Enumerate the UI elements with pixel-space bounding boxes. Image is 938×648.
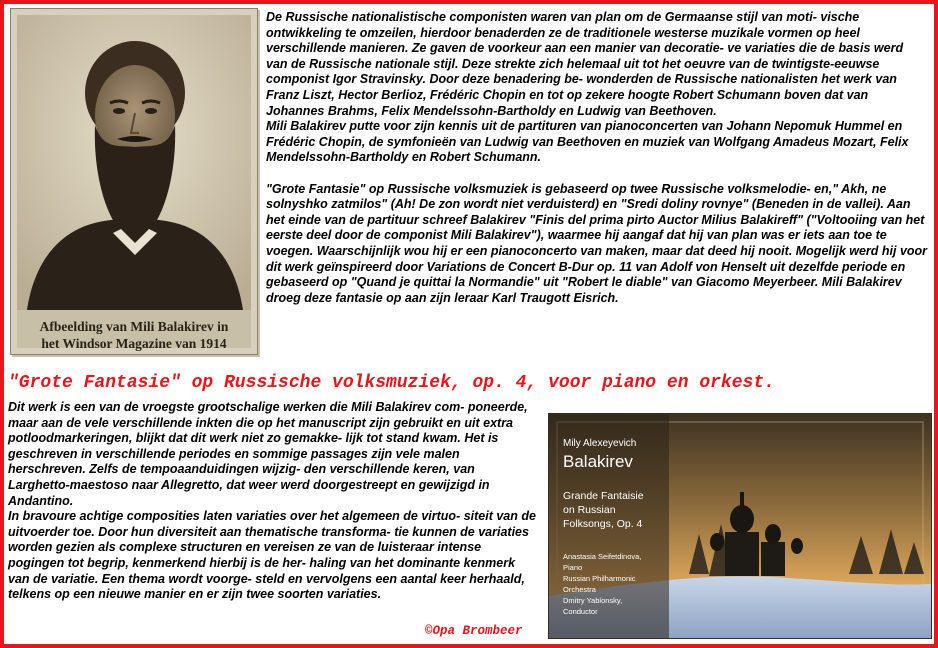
portrait-image bbox=[17, 15, 251, 348]
portrait-caption bbox=[11, 318, 257, 352]
portrait-photo bbox=[10, 8, 258, 355]
portrait-illustration bbox=[17, 15, 251, 310]
portrait-caption-line2: het Windsor Magazine van 1914 bbox=[41, 336, 227, 351]
album-credit-6: Conductor bbox=[563, 607, 598, 616]
album-cover bbox=[548, 413, 932, 639]
album-composer-first: Mily Alexeyevich bbox=[563, 438, 637, 449]
section-heading: "Grote Fantasie" op Russische volksmuziek, op. 4, voor piano en orkest. bbox=[8, 373, 775, 393]
top-paragraph-2: Mili Balakirev putte voor zijn kennis uit de partituren van pianoconcerten van Johann Nepomuk Hummel en Frédéric Chopin, de symfonieën van Ludwig van Beethoven en muziek van Wolfgang Amadeus Mozart, Felix Mendelssohn-Bartholdy en Robert Schumann. bbox=[266, 119, 909, 165]
copyright-signature: ©Opa Brombeer bbox=[425, 624, 523, 638]
album-credit-4: Orchestra bbox=[563, 585, 596, 594]
album-title-line3: Folksongs, Op. 4 bbox=[563, 518, 643, 530]
album-credit-5: Dmitry Yablonsky, bbox=[563, 596, 623, 605]
album-credit-1: Anastasia Seifetdinova, bbox=[563, 552, 642, 561]
album-credit-2: Piano bbox=[563, 563, 583, 572]
top-paragraph-3: "Grote Fantasie" op Russische volksmuziek is gebaseerd op twee Russische volksmelodie- en," Akh, ne solnyshko zatmilos" (Ah! De zon wordt niet verduisterd) en "Sredi doliny rovnye" (Beneden in de vallei). Aan het einde van de partituur schreef Balakirev "Finis del prima pirto Auctor Milius Balakireff" ("Voltooiing van het eerste deel door de componist Mili Balakirev"), waarmee hij aangaf dat hij van plan was er iets aan toe te voegen. Waarschijnlijk wou hij er een pianoconcerto van maken, maar dat deed hij nooit. Mogelijk werd hij voor dit werk geïnspireerd door Variations de Concert B-Dur op. 11 van Adolf von Henselt uit dezelfde periode en gebaseerd op "Quand je quittai la Normandie" uit "Robert le diable" van Giacomo Meyerbeer. Mili Balakirev droeg deze fantasie op aan zijn leraar Karl Traugott Eisrich. bbox=[266, 181, 928, 305]
bottom-text-block bbox=[8, 400, 538, 603]
album-title-line1: Grande Fantaisie bbox=[563, 490, 644, 502]
album-composer-last: Balakirev bbox=[563, 452, 633, 471]
bottom-paragraph-2: In bravoure achtige composities laten variaties over het algemeen de virtuo- siteit van de uitvoerder toe. Door hun diversiteit aan thematische transforma- tie kunnen de variaties worden gezien als complexe structuren en vereisen ze van de luisteraar intense pogingen tot begrip, kenmerkend hierbij is de her- haling van het dominante kenmerk van de variatie. Een thema wordt voorge- steld en vervolgens een aantal keer herhaald, telkens op een nieuwe manier en er zijn twee soorten variaties. bbox=[8, 509, 536, 602]
top-paragraph-1: De Russische nationalistische componisten waren van plan om de Germaanse stijl van moti- vische ontwikkeling te omzeilen, hierdoor benaderden ze de traditionele westerse muzikale vormen op heel verschillende manieren. Ze gaven de voorkeur aan een manier van decoratie- ve variaties die de basis werd van de Russische nationale stijl. Deze strekte zich helemaal uit tot het oeuvre van de twintigste-eeuwse componist Igor Stravinsky. Door deze benadering be- wonderden de Russische nationalisten het werk van Franz Liszt, Hector Berlioz, Frédéric Chopin en tot op zekere hoogte Robert Schumann boven dat van Johannes Brahms, Felix Mendelssohn-Bartholdy en Ludwig van Beethoven. bbox=[266, 10, 904, 118]
album-title-line2: on Russian bbox=[563, 504, 616, 516]
bottom-paragraph-1: Dit werk is een van de vroegste grootschalige werken die Mili Balakirev com- poneerde, maar aan de vele verschillende inkten die op het manuscript zijn gebruikt en uit extra potloodmarkeringen, blijkt dat dit werk niet zo gemakke- lijk tot stand kwam. Het is geschreven in verschillende periodes en sommige passages zijn vele malen herschreven. Zelfs de tempoaanduidingen wijzig- den verschillende keren, van Larghetto-maestoso naar Allegretto, dat weer werd doorgestreept en gewijzigd in Andantino. bbox=[8, 400, 528, 508]
album-credit-3: Russian Philharmonic bbox=[563, 574, 636, 583]
portrait-caption-line1: Afbeelding van Mili Balakirev in bbox=[39, 319, 229, 334]
top-text-block bbox=[266, 10, 928, 306]
